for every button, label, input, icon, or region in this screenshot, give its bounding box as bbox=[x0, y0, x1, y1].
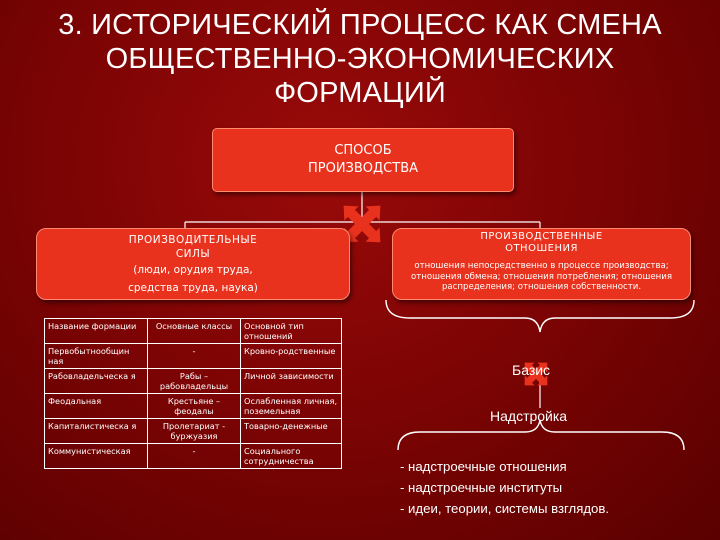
table-row bbox=[45, 344, 342, 369]
header-cell: Название формации bbox=[45, 319, 148, 344]
relations-head-2: ОТНОШЕНИЯ bbox=[505, 243, 578, 254]
productive-forces-box bbox=[36, 228, 350, 300]
header-cell: Основной тип отношений bbox=[241, 319, 342, 344]
table-cell: Коммунистическая bbox=[45, 444, 148, 469]
table-cell: - bbox=[148, 344, 241, 369]
table-cell: Крестьяне – феодалы bbox=[148, 394, 241, 419]
table-cell: Ослабленная личная, поземельная bbox=[241, 394, 342, 419]
relations-head-1: ПРОИЗВОДСТВЕННЫЕ bbox=[480, 231, 603, 242]
table-row bbox=[45, 394, 342, 419]
table-cell: Товарно-денежные bbox=[241, 419, 342, 444]
forces-sub-1: (люди, орудия труда, bbox=[133, 264, 253, 276]
table-row bbox=[45, 369, 342, 394]
table-cell: Первобытнообщин ная bbox=[45, 344, 148, 369]
basis-label: Базис bbox=[512, 362, 551, 378]
table-header-row bbox=[45, 319, 342, 344]
title-line-1: 3. ИСТОРИЧЕСКИЙ ПРОЦЕСС КАК СМЕНА bbox=[58, 9, 662, 41]
table-cell: - bbox=[148, 444, 241, 469]
table-cell: Пролетариат - буржуазия bbox=[148, 419, 241, 444]
table-row bbox=[45, 419, 342, 444]
table-cell: Феодальная bbox=[45, 394, 148, 419]
list-item: - надстроечные институты bbox=[400, 480, 563, 495]
mode-of-production-box bbox=[212, 128, 514, 192]
list-item: - надстроечные отношения bbox=[400, 459, 567, 474]
production-relations-box bbox=[392, 228, 691, 300]
title-line-2: ОБЩЕСТВЕННО-ЭКОНОМИЧЕСКИХ bbox=[105, 43, 615, 75]
mode-line-2: ПРОИЗВОДСТВА bbox=[307, 161, 419, 176]
superstructure-list bbox=[400, 456, 609, 519]
mode-line-1: СПОСОБ bbox=[334, 143, 392, 158]
table-row bbox=[45, 444, 342, 469]
forces-sub-2: средства труда, наука) bbox=[128, 282, 258, 294]
table-cell: Рабовладельческа я bbox=[45, 369, 148, 394]
table-cell: Социального сотрудничества bbox=[241, 444, 342, 469]
table-cell: Личной зависимости bbox=[241, 369, 342, 394]
table-cell: Рабы – рабовладельцы bbox=[148, 369, 241, 394]
relations-brace bbox=[386, 300, 694, 332]
forces-head-2: СИЛЫ bbox=[175, 248, 211, 260]
table-cell: Кровно-родственные bbox=[241, 344, 342, 369]
formations-table bbox=[44, 318, 342, 469]
title-line-3: ФОРМАЦИЙ bbox=[274, 77, 446, 109]
relations-sub: отношения непосредственно в процессе производства; отношения обмена; отношения потребления; отношения распределения; отношения собственности. bbox=[410, 261, 672, 292]
super-brace bbox=[398, 420, 684, 450]
superstructure-label: Надстройка bbox=[490, 408, 568, 424]
forces-head-1: ПРОИЗВОДИТЕЛЬНЫЕ bbox=[128, 234, 258, 246]
table-cell: Капиталистическа я bbox=[45, 419, 148, 444]
list-item: - идеи, теории, системы взглядов. bbox=[400, 501, 610, 516]
header-cell: Основные классы bbox=[148, 319, 241, 344]
